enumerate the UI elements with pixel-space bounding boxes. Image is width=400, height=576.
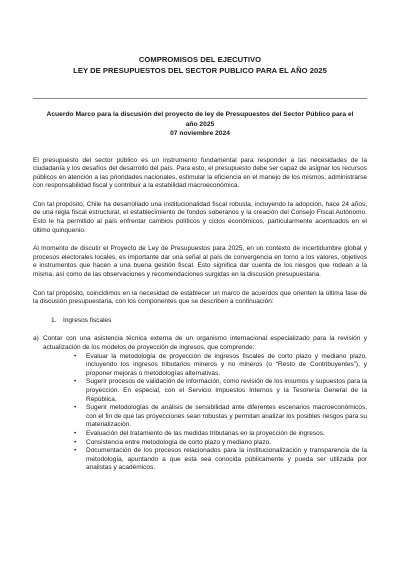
header-line-2: LEY DE PRESUPUESTOS DEL SECTOR PUBLICO PARA EL AÑO 2025 — [73, 66, 327, 75]
document-date: 07 noviembre 2024 — [170, 130, 230, 137]
list-item-a — [33, 335, 367, 352]
header-line-1: COMPROMISOS DEL EJECUTIVO — [138, 55, 262, 64]
bullet-item: • Documentación de los procesos relacionados para la institucionalización y transparencia de la metodología, apuntando a que esta sea conocida públicamente y pueda ser utilizada por analistas y académicos. — [86, 447, 367, 473]
bullet-item: • Sugerir procesos de validación de información, como revisión de los insumos y supuestos para la proyección. En especial, con el Servicio Impuestos Internos y la Tesorería General de la República. — [86, 378, 367, 404]
paragraph-3: Al momento de discutir el Proyecto de Ley de Presupuestos para 2025, en un contexto de incertidumbre global y procesos electorales locales, es importante dar una señal al país de convergencia en torno a los valores, objetivos e instrumentos que hacen a una buena gestión fiscal. Esto significa dar cuenta de los riesgos que rodean a la misma, así como de las observaciones y recomendaciones surgidas en la discusión presupuestaria. — [33, 245, 367, 279]
section-heading-ingresos — [33, 317, 367, 326]
section-title: Ingresos fiscales — [63, 316, 112, 324]
paragraph-4: Con tal propósito, coincidimos en la necesidad de establecer un marco de acuerdos que orienten la última fase de la discusión presupuestaria, con los componentes que se describen a continuación: — [33, 289, 367, 306]
bullet-item: • Sugerir metodologías de análisis de sensibilidad ante diferentes escenarios macroeconómicos, con el fin de que las proyecciones sean robustas y permitan analizar los posibles riesgos para su materialización. — [86, 404, 367, 430]
paragraph-1: El presupuesto del sector público es un instrumento fundamental para responder a las necesidades de la ciudadanía y los desafíos del desarrollo del país. Para esto, el presupuesto debe ser capaz de asignar los recursos públicos en atención a las prioridades nacionales, estimular la eficiencia en el manejo de los mismos, administrarse con responsabilidad fiscal y contribuir a la estabilidad macroeconómica. — [33, 156, 367, 190]
bullet-item: • Consistencia entre metodología de corto plazo y mediano plazo. — [86, 439, 367, 448]
bullet-item: • Evaluar la metodología de proyección de ingresos fiscales de corto plazo y mediano plazo, incluyendo los ingresos tributarios mineros y no mineros (o “Resto de Contribuyentes”), y proponer mejoras o metodologías alternativas. — [86, 353, 367, 379]
header-divider — [33, 98, 367, 99]
bullet-list — [33, 353, 367, 473]
section-number: 1. — [51, 316, 57, 324]
item-text: Contar con una asistencia técnica externa de un organismo internacional especializado para la revisión y actualización de los modelos de proyección de ingresos, que comprende: — [43, 335, 367, 351]
paragraph-2: Con tal propósito, Chile ha desarrollado una institucionalidad fiscal robusta, incluyendo la adopción, hace 24 años, de una regla fiscal estructural, el establecimiento de fondos soberanos y la creación del Consejo Fiscal Autónomo. Esto le ha permitido al país enfrentar cambios políticos y ciclos económicos, particularmente acentuados en el último quinquenio. — [33, 200, 367, 234]
bullet-item: • Evaluación del tratamiento de las medidas tributarias en la proyección de ingresos. — [86, 430, 367, 439]
document-header — [33, 54, 367, 76]
document-subtitle: Acuerdo Marco para la discusión del proyecto de ley de Presupuestos del Sector Público para el año 2025 — [46, 111, 354, 128]
item-label: a) — [33, 335, 39, 343]
